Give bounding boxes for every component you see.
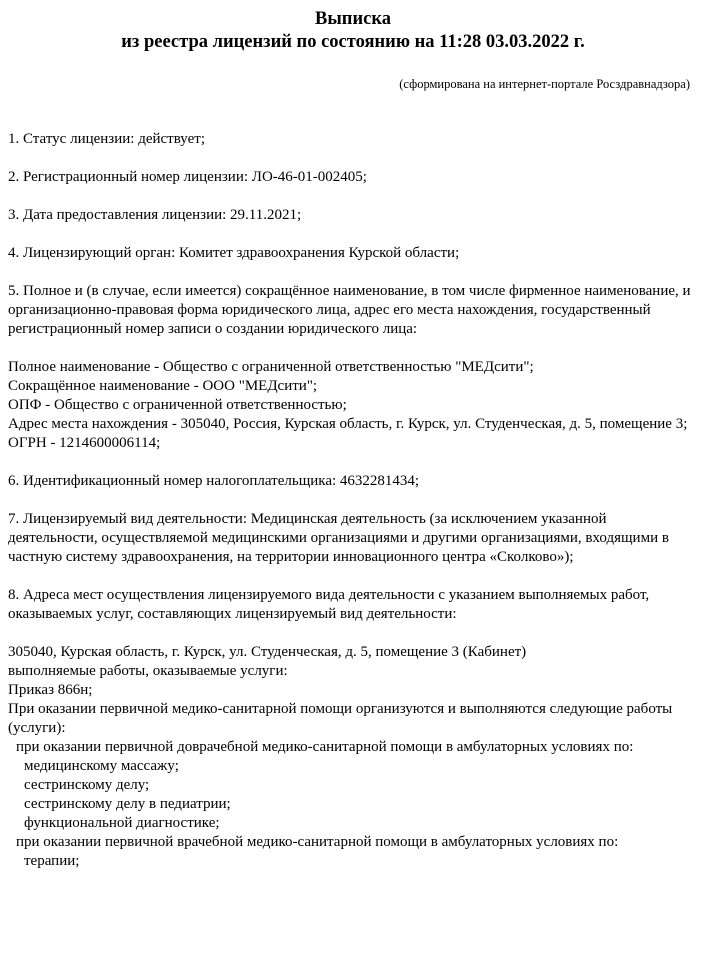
- list-item: терапии;: [24, 853, 80, 869]
- list-item: сестринскому делу в педиатрии;: [24, 796, 231, 812]
- licensed-activity: 7. Лицензируемый вид деятельности: Медицинская деятельность (за исключением указанной деятельности, осуществляемой медицинскими организациями и другими организациями, входящими в частную систему здравоохранения, на территории инновационного центра «Сколково»);: [8, 511, 669, 565]
- order-reference: Приказ 866н;: [8, 682, 93, 698]
- source-note: (сформирована на интернет-портале Росздравнадзора): [399, 77, 690, 91]
- license-extract-document: [8, 8, 698, 871]
- doctor-care-heading: при оказании первичной врачебной медико-санитарной помощи в амбулаторных условиях по:: [16, 834, 619, 850]
- works-label: выполняемые работы, оказываемые услуги:: [8, 663, 288, 679]
- licensing-authority: 4. Лицензирующий орган: Комитет здравоохранения Курской области;: [8, 245, 460, 261]
- site-address: 305040, Курская область, г. Курск, ул. Студенческая, д. 5, помещение 3 (Кабинет): [8, 644, 527, 660]
- license-status: 1. Статус лицензии: действует;: [8, 131, 205, 147]
- list-item: сестринскому делу;: [24, 777, 150, 793]
- legal-address: Адрес места нахождения - 305040, Россия, Курская область, г. Курск, ул. Студенческая, д. 5, помещение 3;: [8, 416, 688, 432]
- entity-names-heading: 5. Полное и (в случае, если имеется) сокращённое наименование, в том числе фирменное наименование, и организационно-правовая форма юридического лица, адрес его места нахождения, государственный регистрационный номер записи о создании юридического лица:: [8, 283, 691, 337]
- list-item: медицинскому массажу;: [24, 758, 179, 774]
- short-name: Сокращённое наименование - ООО "МЕДсити";: [8, 378, 318, 394]
- pre-doctor-care-heading: при оказании первичной доврачебной медико-санитарной помощи в амбулаторных условиях по:: [16, 739, 634, 755]
- ogrn: ОГРН - 1214600006114;: [8, 435, 161, 451]
- issue-date: 3. Дата предоставления лицензии: 29.11.2021;: [8, 207, 302, 223]
- inn: 6. Идентификационный номер налогоплательщика: 4632281434;: [8, 473, 420, 489]
- list-item: функциональной диагностике;: [24, 815, 220, 831]
- full-name: Полное наименование - Общество с ограниченной ответственностью "МЕДсити";: [8, 359, 534, 375]
- legal-form: ОПФ - Общество с ограниченной ответственностью;: [8, 397, 347, 413]
- primary-care-statement: При оказании первичной медико-санитарной помощи организуются и выполняются следующие работы (услуги):: [8, 701, 673, 736]
- document-subtitle: из реестра лицензий по состоянию на 11:28 03.03.2022 г.: [121, 32, 585, 52]
- registration-number: 2. Регистрационный номер лицензии: ЛО-46-01-002405;: [8, 169, 367, 185]
- document-title: Выписка: [315, 9, 391, 29]
- activity-addresses-heading: 8. Адреса мест осуществления лицензируемого вида деятельности с указанием выполняемых работ, оказываемых услуг, составляющих лицензируемый вид деятельности:: [8, 587, 650, 622]
